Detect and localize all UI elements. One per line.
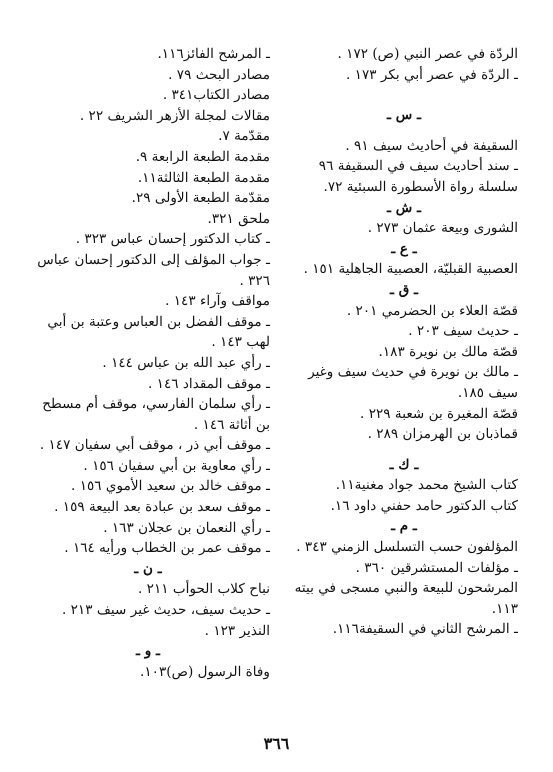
index-column-left	[26, 44, 270, 682]
index-entry: ـ موقف المقداد ١٤٦ .	[147, 375, 270, 392]
index-entry: ـ حديث سيف، حديث غير سيف ٢١٣ .	[61, 602, 270, 619]
index-entry: مقدمة الطبعة الرابعة ٩.	[135, 148, 270, 165]
index-entry: ـ المرشح الفائز١١٦.	[157, 46, 270, 62]
index-entry: ـ جواب المؤلف إلى الدكتور إحسان عباس ٣٢٦ .	[37, 251, 270, 289]
index-entry: ـ حديث سيف ٢٠٣ .	[408, 323, 518, 340]
index-entry: مصادر البحث ٧٩ .	[168, 66, 270, 83]
index-entry: ـ كتاب الدكتور إحسان عباس ٣٢٣ .	[75, 231, 270, 248]
index-entry: ـ موقف سعد بن عبادة بعد البيعة ١٥٩ .	[54, 499, 270, 516]
section-letter: ـ ع ـ	[391, 240, 417, 257]
spacer	[290, 445, 518, 455]
section-letter: ـ س ـ	[386, 107, 422, 124]
index-column-right	[290, 44, 518, 640]
index-entry: ـ مالك بن نويرة في حديث سيف وغير سيف ١٨٥.	[308, 364, 518, 401]
page-number: ٣٦٦	[263, 734, 290, 753]
index-entry: السقيفة في أحاديث سيف ٩١ .	[345, 137, 518, 154]
index-entry: الشورى وبيعة عثمان ٢٧٣ .	[367, 220, 518, 237]
index-entry: ـ موقف خالد بن سعيد الأموي ١٥٦ .	[71, 478, 270, 495]
index-entry: مواقف وآراء ١٤٣ .	[165, 293, 270, 310]
index-entry: كتاب الدكتور حامد حفني داود ١٦.	[330, 497, 518, 514]
index-entry: الردّة في عصر النبي (ص) ١٧٢ .	[337, 46, 518, 62]
index-entry: ـ مؤلفات المستشرقين ٣٦٠ .	[355, 559, 518, 576]
section-letter: ـ ق ـ	[390, 281, 418, 298]
index-entry: ـ المرشح الثاني في السقيفة١١٦.	[332, 621, 518, 638]
section-letter: ـ م ـ	[391, 518, 417, 535]
index-entry: مقدمة الطبعة الثالثة١١.	[137, 169, 270, 186]
index-entry: النذير ١٢٣ .	[204, 622, 270, 639]
index-entry: مقدّمة الطبعة الأولى ٢٩.	[131, 190, 270, 207]
section-letter: ـ ش ـ	[386, 199, 422, 216]
index-entry: ـ موقف أبي ذر ، موقف أبي سفيان ١٤٧ .	[39, 437, 270, 454]
spacer	[290, 85, 518, 95]
index-entry: سلسلة رواة الأسطورة السبئية ٧٢.	[323, 178, 518, 195]
index-entry: قماذبان بن الهرمزان ٢٨٩ .	[367, 426, 518, 443]
index-entry: العصبية القبليّة، العصبية الجاهلية ١٥١ .	[303, 261, 518, 278]
index-entry: كتاب الشيخ محمد جواد مغنية١١.	[335, 477, 518, 494]
index-entry: مقالات لمجلة الأزهر الشريف ٢٢ .	[79, 107, 270, 124]
index-entry: وفاة الرسول (ص)١٠٣.	[140, 663, 270, 680]
index-entry: ـ رأي سلمان الفارسي، موقف أم مسطح بن أثاثة ١٤٦ .	[42, 396, 270, 433]
section-letter: ـ و ـ	[136, 643, 160, 660]
index-entry: قصّة العلاء بن الحضرمي ٢٠١ .	[346, 302, 518, 319]
section-letter: ـ ك ـ	[389, 456, 419, 473]
index-entry: ملحق ٣٢١.	[207, 210, 270, 227]
index-entry: ـ رأي عبد الله بن عباس ١٤٤ .	[102, 354, 270, 371]
index-entry: ـ الردّة في عصر أبي بكر ١٧٣ .	[346, 66, 518, 83]
index-entry: ـ موقف الفضل بن العباس وعتبة بن أبي لهب ١٤٣ .	[47, 313, 270, 351]
index-entry: ـ سند أحاديث سيف في السقيفة ٩٦	[318, 158, 518, 175]
index-entry: مصادر الكتاب٣٤١ .	[162, 87, 270, 104]
index-entry: ـ رأي معاوية بن أبي سفيان ١٥٦ .	[83, 457, 270, 474]
index-entry: نباح كلاب الحوأب ٢١١ .	[138, 581, 270, 598]
spacer	[290, 126, 518, 136]
index-entry: قصّة مالك بن نويرة ١٨٣.	[378, 343, 518, 360]
index-entry: المرشحون للبيعة والنبي مسجى في بيته ١١٣.	[294, 580, 518, 617]
index-entry: ـ موقف عمر بن الخطاب ورأيه ١٦٤ .	[64, 540, 270, 557]
section-letter: ـ ن ـ	[134, 560, 162, 577]
index-entry: ـ رأي النعمان بن عجلان ١٦٣ .	[103, 519, 270, 536]
index-entry: قصّة المغيرة بن شعبة ٢٢٩ .	[360, 405, 518, 422]
index-entry: مقدّمة ٧.	[218, 128, 270, 145]
spacer	[290, 95, 518, 105]
index-entry: المؤلفون حسب التسلسل الزمني ٣٤٣ .	[296, 539, 518, 556]
